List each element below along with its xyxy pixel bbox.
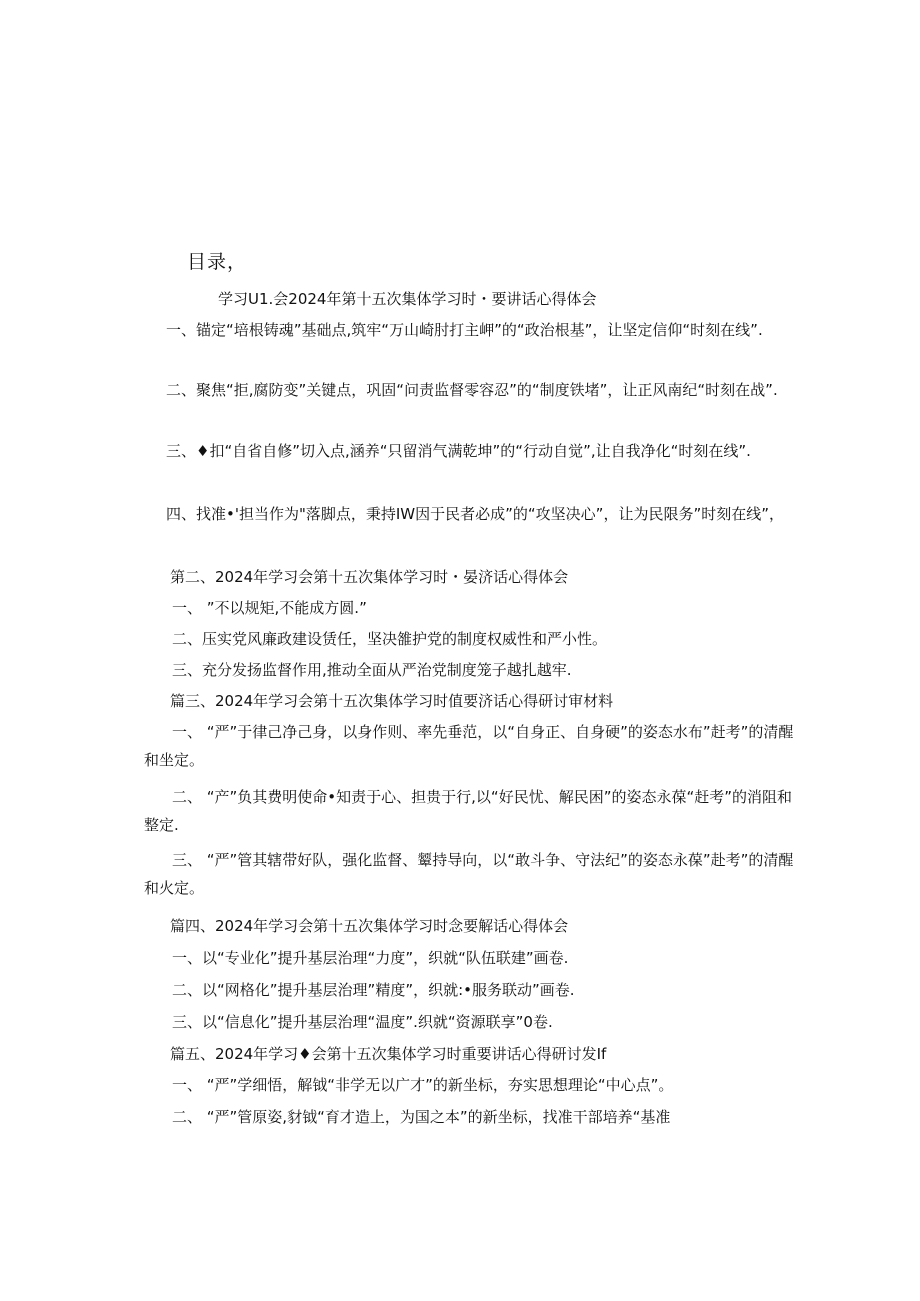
toc-item: 二、 “产”负其费明使命•知责于心、担贵于行,以“好民忧、解民困”的姿态永葆“赶考”的消阻和整定.: [144, 788, 793, 834]
toc-item: 三、以“信息化”提升基层治理“温度”.织就“资源联享”0卷.: [172, 1013, 553, 1031]
toc-item: 二、以“网格化”提升基层治理”精度”，织就:•服务联动”画卷.: [172, 981, 575, 999]
toc-item: 二、 “严”管原姿,豺钺“育才造上，为国之本”的新坐标，找准干部培养“基准: [172, 1108, 671, 1126]
toc-title: 目录，: [187, 251, 248, 273]
section-heading: 篇三、2024年学习会第十五次集体学习时值要济话心得研讨审材料: [170, 692, 614, 710]
section-heading: 学习U1.会2024年第十五次集体学习时・要讲话心得体会: [218, 290, 597, 308]
toc-item: 一、以“专业化”提升基层治理“力度”，织就“队伍联建”画卷.: [172, 949, 569, 967]
toc-item: 三、充分发扬监督作用,推动全面从严治党制度笼子越扎越牢.: [172, 661, 572, 679]
section-heading: 第二、2024年学习会第十五次集体学习时・晏济话心得体会: [170, 568, 569, 586]
toc-item: 二、聚焦“拒,腐防变”关键点，巩固“问责监督零容忍”的“制度铁堵”，让正风南纪“时刻在战”.: [166, 381, 778, 399]
toc-item: 三、♦扣“自省自修”切入点,涵养“只留消气满乾坤”的“行动自觉”,让自我净化“时刻在线”.: [166, 442, 751, 460]
toc-item: 三、 “严”管其辖带好队，强化监督、颦持导向，以“敢斗争、守法纪”的姿态永葆”赴考”的清醒和火定。: [144, 851, 794, 897]
section-heading: 篇四、2024年学习会第十五次集体学习时念要解话心得体会: [170, 917, 569, 935]
toc-item: 四、找准•'担当作为"落脚点，秉持IW因于民者必成”的“攻坚决心”，让为民限务”时刻在线”，: [166, 505, 784, 523]
toc-item: 一、锚定“培根铸魂”基础点,筑牢“万山崎肘打主岬”的“政治根基”，让坚定信仰“时刻在线”.: [166, 321, 763, 339]
section-heading: 篇五、2024年学习♦会第十五次集体学习时重要讲话心得研讨发If: [170, 1045, 607, 1063]
toc-item: 一、 “严”学细悟，解钺“非学无以广才”的新坐标，夯实思想理论“中心点”。: [172, 1076, 674, 1094]
toc-item: 一、 ”不以规矩,不能成方圆.”: [172, 599, 367, 617]
toc-item: 一、 “严”于律己净己身，以身作则、率先垂范，以“自身正、自身硬”的姿态水布”赶考”的清醒和坐定。: [144, 723, 794, 769]
toc-item: 二、压实党风廉政建设赁任，坚决雒护党的制度权威性和严小性。: [172, 630, 608, 648]
